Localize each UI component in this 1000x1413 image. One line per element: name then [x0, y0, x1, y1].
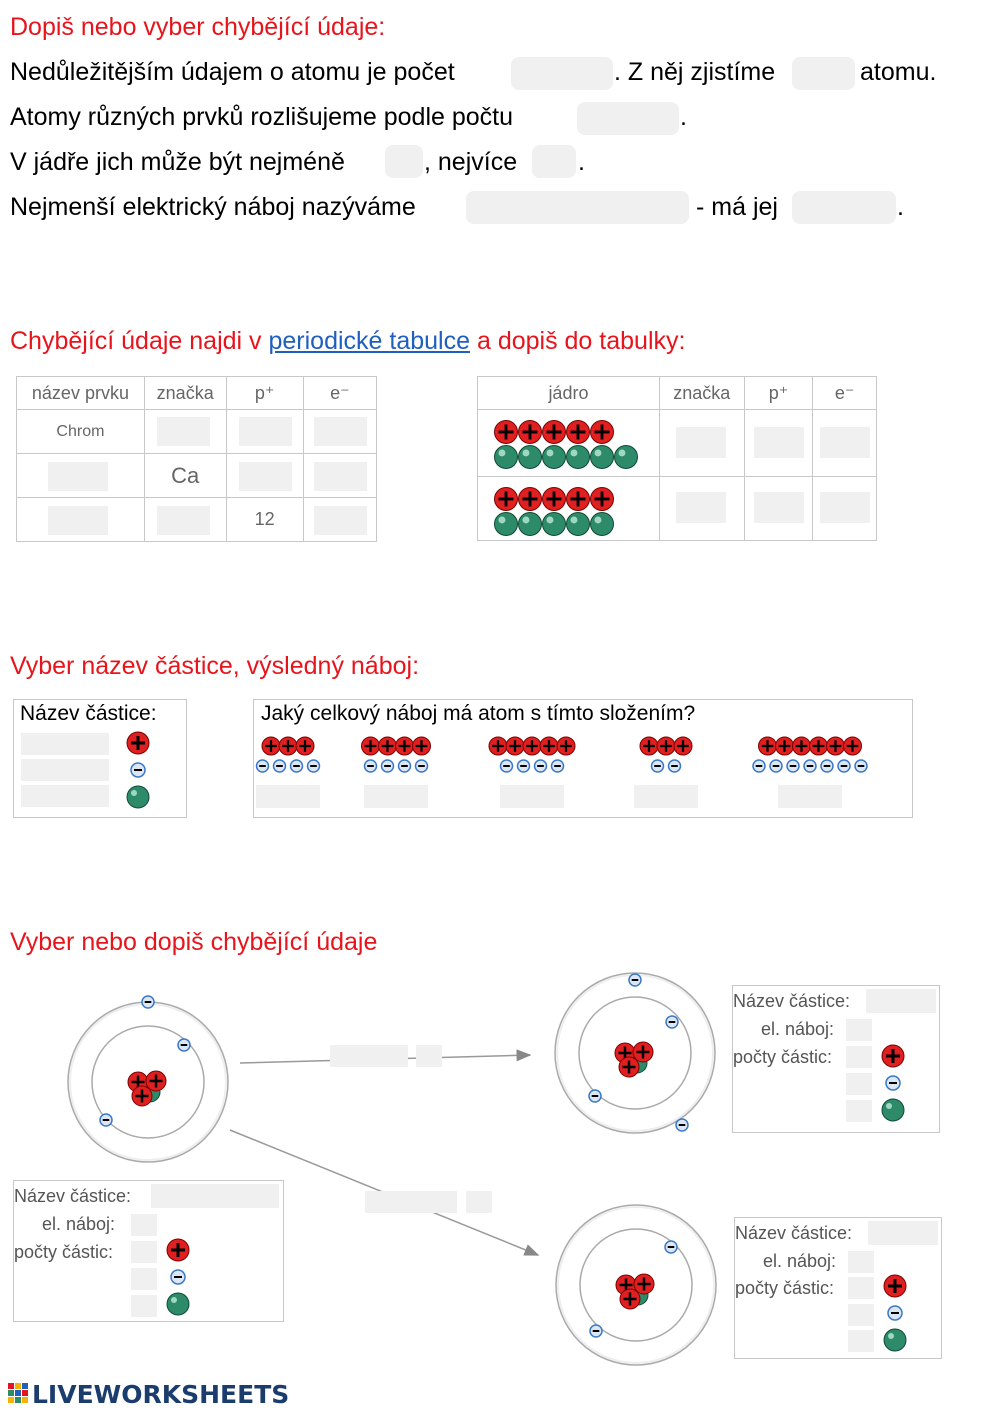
- line1-text-c: atomu.: [860, 58, 937, 86]
- line1-text-b: . Z něj zjistíme: [614, 58, 776, 86]
- charge-answer-input[interactable]: [256, 785, 320, 808]
- label-counts: počty částic:: [733, 1047, 833, 1067]
- cell-symbol[interactable]: [659, 476, 744, 540]
- table-input[interactable]: [314, 417, 367, 446]
- proton-icon: [591, 487, 614, 510]
- electron-icon: [589, 1090, 601, 1102]
- electron-icon: [365, 760, 377, 772]
- proton-icon: [296, 737, 314, 755]
- table-input[interactable]: [754, 427, 804, 458]
- proton-icon: [489, 737, 507, 755]
- proton-icon: [146, 1071, 166, 1091]
- particle-info-box: [734, 1217, 942, 1359]
- label-counts: počty částic:: [14, 1242, 114, 1262]
- periodic-table-link[interactable]: periodické tabulce: [268, 327, 471, 355]
- col-header-symbol: značka: [659, 377, 744, 410]
- electron-icon: [518, 760, 530, 772]
- proton-icon: [543, 487, 566, 510]
- proton-icon: [519, 487, 542, 510]
- neutron-icon: [543, 512, 566, 535]
- proton-icon: [519, 421, 542, 444]
- charge-input[interactable]: [848, 1251, 874, 1273]
- neutron-icon: [567, 446, 590, 469]
- table-input[interactable]: [314, 462, 367, 491]
- line1-text-a: Nedůležitějším údajem o atomu je počet: [10, 58, 455, 86]
- particle-name-input[interactable]: [151, 1184, 279, 1208]
- electron-icon: [171, 1270, 185, 1284]
- proton-count-input[interactable]: [848, 1277, 874, 1299]
- charge-question-box: [253, 699, 913, 818]
- neutron-count-input[interactable]: [846, 1100, 872, 1122]
- proton-icon: [279, 737, 297, 755]
- cell-element-name: Chrom: [17, 410, 145, 454]
- proton-icon: [884, 1275, 906, 1297]
- heading-text-b: a dopiš do tabulky:: [476, 327, 686, 355]
- cell-symbol[interactable]: [144, 410, 226, 454]
- particle-name-input[interactable]: [21, 785, 109, 807]
- cell-protons[interactable]: [226, 410, 303, 454]
- electron-count-input[interactable]: [131, 1268, 157, 1290]
- particle-name-box: [13, 699, 187, 818]
- table-input[interactable]: [157, 506, 210, 535]
- electron-icon: [838, 760, 850, 772]
- col-header-nucleus: jádro: [478, 377, 660, 410]
- proton-icon: [591, 421, 614, 444]
- proton-icon: [759, 737, 777, 755]
- table-input[interactable]: [48, 462, 108, 491]
- proton-icon: [776, 737, 794, 755]
- col-header-electrons: e⁻: [813, 377, 877, 410]
- electron-icon: [100, 1114, 112, 1126]
- charge-answer-input[interactable]: [364, 785, 428, 808]
- section1-heading: Dopiš nebo vyber chybějící údaje:: [10, 13, 386, 41]
- electron-icon: [535, 760, 547, 772]
- proton-icon: [640, 737, 658, 755]
- particle-legend: [124, 730, 154, 814]
- particle-legend: [164, 1237, 194, 1321]
- proton-icon: [543, 421, 566, 444]
- logo-icon: [8, 1383, 30, 1405]
- label-particle-name: Název částice:: [733, 991, 851, 1011]
- proton-count-input[interactable]: [846, 1046, 872, 1068]
- neutron-icon: [884, 1329, 906, 1351]
- proton-icon: [396, 737, 414, 755]
- charge-input[interactable]: [131, 1214, 157, 1236]
- blank-input[interactable]: [385, 145, 423, 178]
- electron-icon: [652, 760, 664, 772]
- line4-text-a: Nejmenší elektrický náboj nazýváme: [10, 193, 416, 221]
- table-input[interactable]: [676, 492, 726, 523]
- electron-icon: [855, 760, 867, 772]
- cell-symbol: Ca: [144, 454, 226, 498]
- electron-icon: [552, 760, 564, 772]
- neutron-icon: [882, 1099, 904, 1121]
- cell-electrons[interactable]: [303, 410, 376, 454]
- electron-icon: [178, 1039, 190, 1051]
- cell-element-name[interactable]: [17, 498, 145, 542]
- neutron-icon: [167, 1293, 189, 1315]
- table-input[interactable]: [820, 492, 870, 523]
- cell-symbol[interactable]: [659, 410, 744, 476]
- cell-electrons[interactable]: [813, 476, 877, 540]
- proton-count-input[interactable]: [131, 1241, 157, 1263]
- label-counts: počty částic:: [735, 1278, 835, 1298]
- cell-element-name[interactable]: [17, 454, 145, 498]
- process-count-input[interactable]: [466, 1191, 492, 1213]
- blank-input[interactable]: [511, 57, 613, 90]
- charge-answer-input[interactable]: [778, 785, 842, 808]
- particle-info-box: [13, 1180, 284, 1322]
- neutron-icon: [591, 512, 614, 535]
- liveworksheets-logo: LIVEWORKSHEETS: [32, 1380, 290, 1409]
- cell-protons: 12: [226, 498, 303, 542]
- electron-icon: [131, 763, 145, 777]
- col-header-protons: p⁺: [744, 377, 813, 410]
- electron-icon: [787, 760, 799, 772]
- electron-icon: [665, 1241, 677, 1253]
- atom-model: [68, 996, 228, 1162]
- proton-icon: [882, 1045, 904, 1067]
- neutron-icon: [567, 512, 590, 535]
- table-input[interactable]: [314, 506, 367, 535]
- blank-input[interactable]: [792, 191, 896, 224]
- cell-protons[interactable]: [744, 476, 813, 540]
- proton-icon: [495, 487, 518, 510]
- electron-icon: [257, 760, 269, 772]
- particle-name-input[interactable]: [868, 1221, 938, 1245]
- neutron-count-input[interactable]: [131, 1295, 157, 1317]
- nucleus-table: [477, 376, 877, 541]
- proton-icon: [793, 737, 811, 755]
- electron-icon: [399, 760, 411, 772]
- cell-protons[interactable]: [226, 454, 303, 498]
- proton-icon: [379, 737, 397, 755]
- nucleus-illustration: [492, 485, 642, 537]
- electron-icon: [888, 1306, 902, 1320]
- proton-icon: [167, 1239, 189, 1261]
- neutron-icon: [591, 446, 614, 469]
- electron-icon: [590, 1325, 602, 1337]
- line4-text-c: .: [897, 193, 904, 221]
- table-input[interactable]: [239, 462, 292, 491]
- line3-text-a: V jádře jich může být nejméně: [10, 148, 345, 176]
- proton-icon: [674, 737, 692, 755]
- electron-icon: [770, 760, 782, 772]
- col-header-protons: p⁺: [226, 377, 303, 410]
- proton-icon: [657, 737, 675, 755]
- table-input[interactable]: [48, 506, 108, 535]
- label-particle-name: Název částice:: [14, 1186, 132, 1206]
- charge-answer-input[interactable]: [500, 785, 564, 808]
- label-charge: el. náboj:: [42, 1214, 116, 1234]
- proton-icon: [567, 487, 590, 510]
- electron-icon: [629, 974, 641, 986]
- table-input[interactable]: [820, 427, 870, 458]
- col-header-electrons: e⁻: [303, 377, 376, 410]
- atom-model: [556, 1205, 716, 1365]
- particle-name-input[interactable]: [21, 733, 109, 755]
- electron-icon: [676, 1119, 688, 1131]
- blank-input[interactable]: [532, 145, 576, 178]
- element-table: [16, 376, 377, 542]
- blank-input[interactable]: [577, 102, 679, 135]
- proton-icon: [619, 1057, 639, 1077]
- table-input[interactable]: [754, 492, 804, 523]
- blank-input[interactable]: [466, 191, 689, 224]
- particle-legend: [879, 1043, 909, 1127]
- proton-icon: [827, 737, 845, 755]
- atom-model: [555, 973, 715, 1133]
- label-particle-name: Název částice:: [735, 1223, 853, 1243]
- proton-icon: [633, 1042, 653, 1062]
- neutron-icon: [615, 446, 638, 469]
- electron-icon: [804, 760, 816, 772]
- proton-icon: [506, 737, 524, 755]
- proton-icon: [495, 421, 518, 444]
- electron-icon: [416, 760, 428, 772]
- proton-icon: [810, 737, 828, 755]
- section3-heading: Vyber název částice, výsledný náboj:: [10, 652, 420, 680]
- line2-text-b: .: [680, 103, 687, 131]
- proton-icon: [132, 1086, 152, 1106]
- particle-info-box: [732, 985, 940, 1133]
- blank-input[interactable]: [792, 57, 855, 90]
- col-header-name: název prvku: [17, 377, 145, 410]
- electron-icon: [886, 1076, 900, 1090]
- electron-icon: [753, 760, 765, 772]
- cell-symbol[interactable]: [144, 498, 226, 542]
- proton-icon: [567, 421, 590, 444]
- neutron-icon: [519, 446, 542, 469]
- col-header-symbol: značka: [144, 377, 226, 410]
- proton-icon: [262, 737, 280, 755]
- electron-count-input[interactable]: [848, 1304, 874, 1326]
- neutron-icon: [495, 512, 518, 535]
- electron-icon: [308, 760, 320, 772]
- cell-nucleus: [478, 476, 660, 540]
- electron-icon: [666, 1016, 678, 1028]
- table-input[interactable]: [239, 417, 292, 446]
- particle-name-input[interactable]: [866, 989, 936, 1013]
- neutron-icon: [519, 512, 542, 535]
- label-charge: el. náboj:: [761, 1019, 835, 1039]
- electron-icon: [291, 760, 303, 772]
- label-charge: el. náboj:: [763, 1251, 837, 1271]
- process-input[interactable]: [330, 1045, 408, 1067]
- electron-icon: [669, 760, 681, 772]
- cell-electrons[interactable]: [303, 454, 376, 498]
- proton-icon: [557, 737, 575, 755]
- charge-answer-input[interactable]: [634, 785, 698, 808]
- table-input[interactable]: [676, 427, 726, 458]
- proton-icon: [540, 737, 558, 755]
- charge-input[interactable]: [846, 1019, 872, 1041]
- neutron-count-input[interactable]: [848, 1330, 874, 1352]
- proton-icon: [844, 737, 862, 755]
- nucleus-illustration: [492, 418, 642, 470]
- proton-icon: [127, 732, 149, 754]
- cell-nucleus: [478, 410, 660, 476]
- electron-icon: [501, 760, 513, 772]
- process-count-input[interactable]: [416, 1045, 442, 1067]
- proton-icon: [634, 1274, 654, 1294]
- charge-question-title: Jaký celkový náboj má atom s tímto složením?: [261, 702, 696, 725]
- process-input[interactable]: [365, 1191, 457, 1213]
- proton-icon: [413, 737, 431, 755]
- proton-icon: [620, 1289, 640, 1309]
- neutron-icon: [543, 446, 566, 469]
- electron-icon: [821, 760, 833, 772]
- proton-icon: [523, 737, 541, 755]
- line2-text-a: Atomy různých prvků rozlišujeme podle počtu: [10, 103, 514, 131]
- cell-electrons[interactable]: [303, 498, 376, 542]
- proton-icon: [362, 737, 380, 755]
- atom-compositions: [254, 730, 910, 815]
- cell-protons[interactable]: [744, 410, 813, 476]
- particle-name-input[interactable]: [21, 759, 109, 781]
- neutron-icon: [127, 786, 149, 808]
- line3-text-b: , nejvíce: [424, 148, 518, 176]
- cell-electrons[interactable]: [813, 410, 877, 476]
- line3-text-c: .: [578, 148, 585, 176]
- particle-name-title: Název částice:: [20, 702, 157, 725]
- electron-icon: [382, 760, 394, 772]
- electron-count-input[interactable]: [846, 1073, 872, 1095]
- heading-text-a: Chybějící údaje najdi v: [10, 327, 262, 355]
- line4-text-b: - má jej: [696, 193, 778, 221]
- electron-icon: [142, 996, 154, 1008]
- section4-heading: Vyber nebo dopiš chybějící údaje: [10, 928, 378, 956]
- neutron-icon: [495, 446, 518, 469]
- section2-heading: [10, 327, 685, 356]
- electron-icon: [274, 760, 286, 772]
- particle-legend: [881, 1273, 911, 1357]
- table-input[interactable]: [157, 417, 210, 446]
